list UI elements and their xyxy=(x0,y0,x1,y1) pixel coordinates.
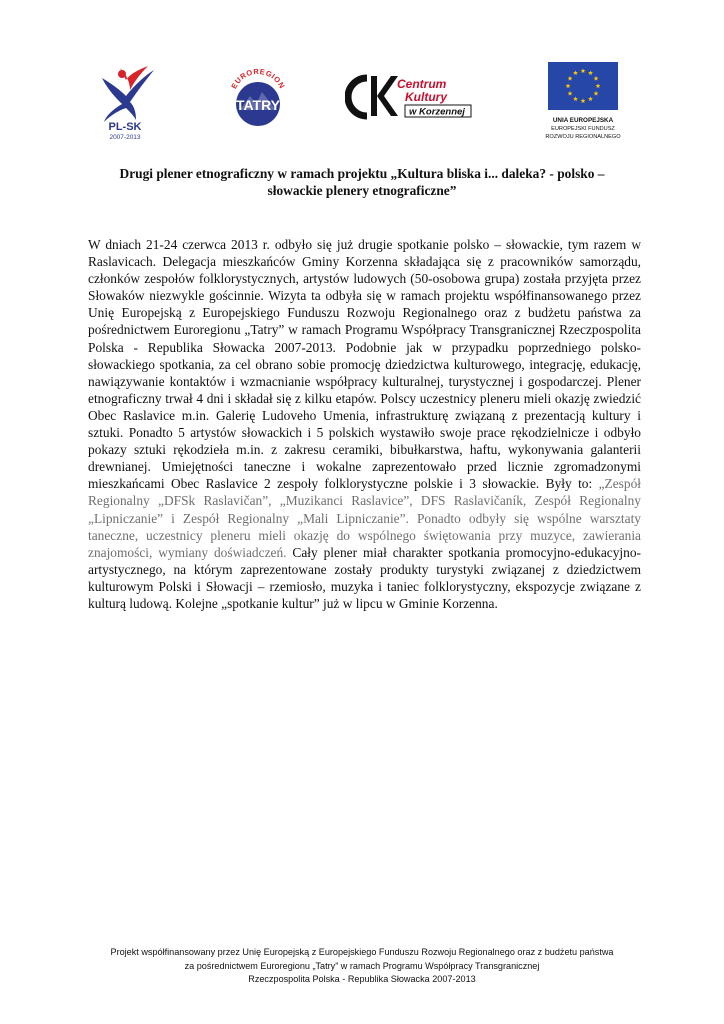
tatry-logo-top-text: EUROREGION xyxy=(229,66,287,91)
article-body-part-1: W dniach 21-24 czerwca 2013 r. odbyło się już drugie spotkanie polsko – słowackie, tym razem w Raslavicach. Delegacja mieszkańców Gminy Korzenna składająca się z pracowników samorządu, członków zespołów folklorystycznych, artystów ludowych (50-osobowa grupa) została przyjęta przez Słowaków niezwykle gościnnie. Wizyta ta odbyła się w ramach projektu współfinansowanego przez Unię Europejską z Europejskiego Funduszu Rozwoju Regionalnego oraz z budżetu państwa za pośrednictwem Euroregionu „Tatry” w ramach Programu Współpracy Transgranicznej Rzeczpospolita Polska - Republika Słowacka 2007-2013. Podobnie jak w przypadku poprzedniego polsko-słowackiego spotkania, za cel obrano sobie promocję dziedzictwa kulturowego, integrację, edukację, nawiązywanie kontaktów i wzmacnianie współpracy kulturalnej, turystycznej i gospodarczej. Plener etnograficzny trwał 4 dni i składał się z kilku etapów. Polscy uczestnicy pleneru mieli okazję zwiedzić Obec Raslavice m.in. Galerię Ludoveho Umenia, infrastrukturę związaną z prezentacją kultury i sztuki. Ponadto 5 artystów słowackich i 5 polskich wystawiło swoje prace rękodzielnicze i odbyło pokazy sztuki rękodzieła m.in. z zakresu ceramiki, bibułkarstwa, haftu, wykonywania galanterii drewnianej. Umiejętności taneczne i wokalne zaprezentowało przed licznie zgromadzonymi mieszkańcami Obec Raslavice 2 zespoły folklorystyczne polskie i 3 słowackie. Były to: xyxy=(88,237,641,492)
article-body-ensembles: „Zespół Regionalny „DFSk Raslavičan”, „Muzikanci Raslavice”, DFS Raslavičaník, Zespół Regionalny „Lipniczanie” i Zespół Regionalny „Mali Lipniczanie”. Ponadto odbyły się wspólne warsztaty taneczne, uczestnicy pleneru mieli okazję do wspólnego świętowania przy muzyce, zawierania znajomości, wymiany doświadczeń. xyxy=(88,476,641,560)
centrum-kultury-logo xyxy=(345,72,475,122)
eu-logo-line3: ROZWOJU REGIONALNEGO xyxy=(545,134,621,140)
page-footer xyxy=(60,946,664,987)
ck-logo-line2: Kultury xyxy=(405,90,447,104)
pl-sk-logo xyxy=(90,60,160,140)
logo-bar xyxy=(0,58,724,143)
article-body-part-3: Cały plener miał charakter spotkania promocyjno-edukacyjno-artystycznego, na którym zaprezentowane zostały produkty turystyki związanej z dziedzictwem kulturowym Polski i Słowacji – rzemiosło, muzyka i taniec folklorystyczny, ekspozycje związane z kulturą ludową. Kolejne „spotkanie kultur” już w lipcu w Gminie Korzenna. xyxy=(88,544,641,611)
euroregion-tatry-logo xyxy=(222,58,294,133)
pl-sk-logo-text: PL-SK xyxy=(108,121,142,133)
article-body xyxy=(88,236,641,612)
document-title-line-2: słowackie plenery etnograficzne” xyxy=(267,183,457,198)
document-title xyxy=(80,165,644,199)
pl-sk-logo-years: 2007-2013 xyxy=(109,134,141,140)
footer-line-3: Rzeczpospolita Polska - Republika Słowacka 2007-2013 xyxy=(248,974,476,984)
eu-logo-line1: UNIA EUROPEJSKA xyxy=(552,117,614,124)
tatry-logo-main-text: TATRY xyxy=(235,97,281,113)
ck-logo-line3: w Korzennej xyxy=(409,106,465,118)
footer-line-1: Projekt współfinansowany przez Unię Europejską z Europejskiego Funduszu Rozwoju Regionalnego oraz z budżetu państwa xyxy=(110,947,614,957)
eu-logo xyxy=(538,62,628,144)
eu-logo-line2: EUROPEJSKI FUNDUSZ xyxy=(551,126,615,132)
document-title-line-1: Drugi plener etnograficzny w ramach projektu „Kultura bliska i... daleka? - polsko – xyxy=(119,166,605,181)
footer-line-2: za pośrednictwem Euroregionu „Tatry” w ramach Programu Współpracy Transgranicznej xyxy=(184,960,540,971)
ck-logo-line1: Centrum xyxy=(397,77,447,91)
